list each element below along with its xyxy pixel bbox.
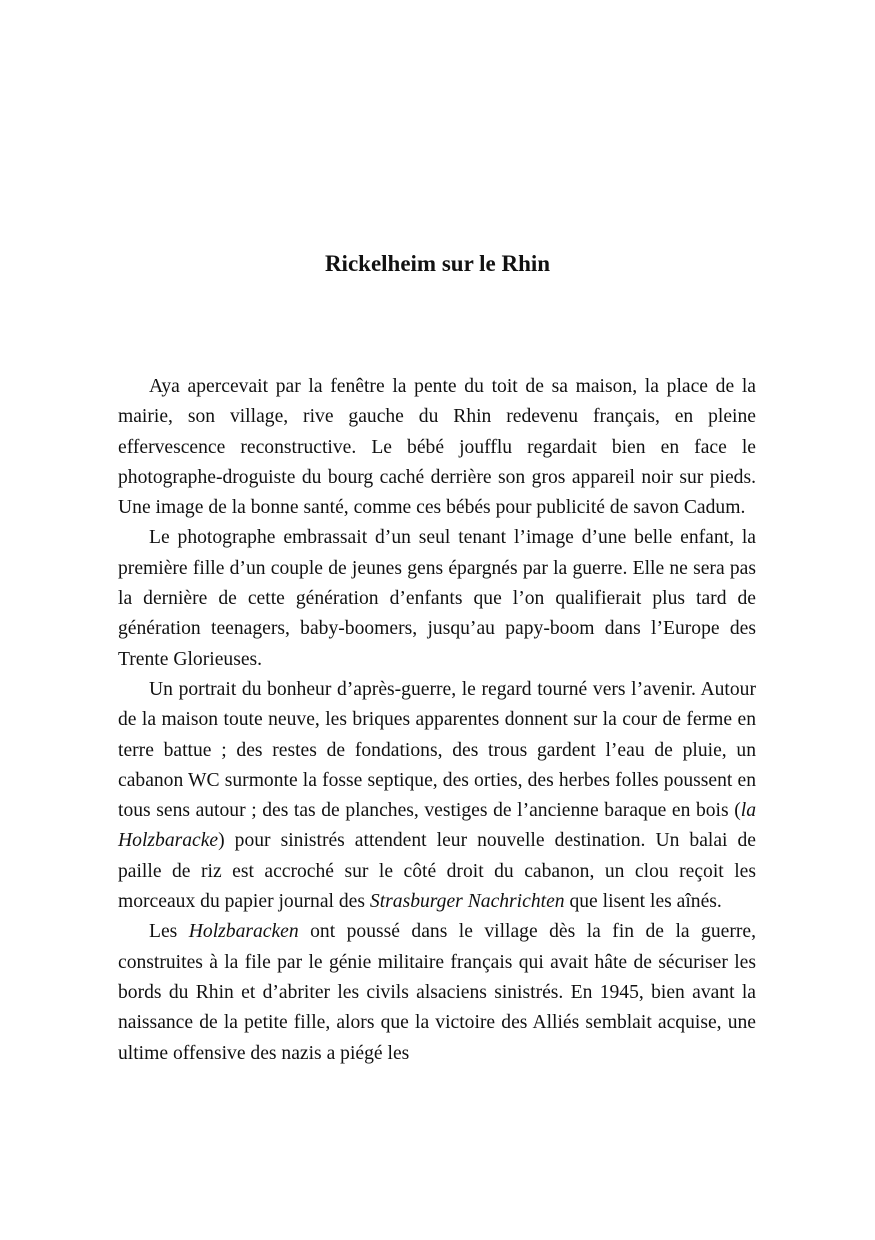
text-segment: Les xyxy=(149,921,189,943)
text-segment: que lisent les aînés. xyxy=(564,891,722,913)
paragraph xyxy=(118,675,756,917)
paragraph xyxy=(118,523,756,674)
body-text xyxy=(118,372,756,1069)
text-segment: ) pour sinistrés attendent leur nouvelle destination. Un balai de paille de riz est accroché sur le côté droit du cabanon, un clou reçoit les morceaux du papier journal des xyxy=(118,830,756,913)
italic-text: Strasburger Nachrichten xyxy=(369,891,565,913)
text-segment: Le photographe embrassait d’un seul tenant l’image d’une belle enfant, la première fille d’un couple de jeunes gens épargnés par la guerre. Elle ne sera pas la dernière de cette génération d’enfants que l’on qualifierait plus tard de génération teenagers, baby-boomers, jusqu’au papy-boom dans l’Europe des Trente Glorieuses. xyxy=(118,527,756,670)
text-segment: ont poussé dans le village dès la fin de la guerre, construites à la file par le génie militaire français qui avait hâte de sécuriser les bords du Rhin et d’abriter les civils alsaciens sinistrés. En 1945, bien avant la naissance de la petite fille, alors que la victoire des Alliés semblait acquise, une ultime offensive des nazis a piégé les xyxy=(118,921,756,1064)
text-segment: Aya apercevait par la fenêtre la pente du toit de sa maison, la place de la mairie, son village, rive gauche du Rhin redevenu français, en pleine effervescence reconstructive. Le bébé joufflu regardait bien en face le photographe-droguiste du bourg caché derrière son gros appareil noir sur pieds. Une image de la bonne santé, comme ces bébés pour publicité de savon Cadum. xyxy=(118,376,756,519)
chapter-title: Rickelheim sur le Rhin xyxy=(324,251,551,276)
text-segment: Un portrait du bonheur d’après-guerre, le regard tourné vers l’avenir. Autour de la maison toute neuve, les briques apparentes donnent sur la cour de ferme en terre battue ; des restes de fondations, des trous gardent l’eau de pluie, un cabanon WC surmonte la fosse septique, des orties, des herbes folles poussent en tous sens autour ; des tas de planches, vestiges de l’ancienne baraque en bois ( xyxy=(118,678,756,822)
paragraph xyxy=(118,917,756,1068)
paragraph xyxy=(118,372,756,523)
italic-text: Holzbaracken xyxy=(188,921,299,943)
italic-text: la Holzbaracke xyxy=(118,800,756,852)
